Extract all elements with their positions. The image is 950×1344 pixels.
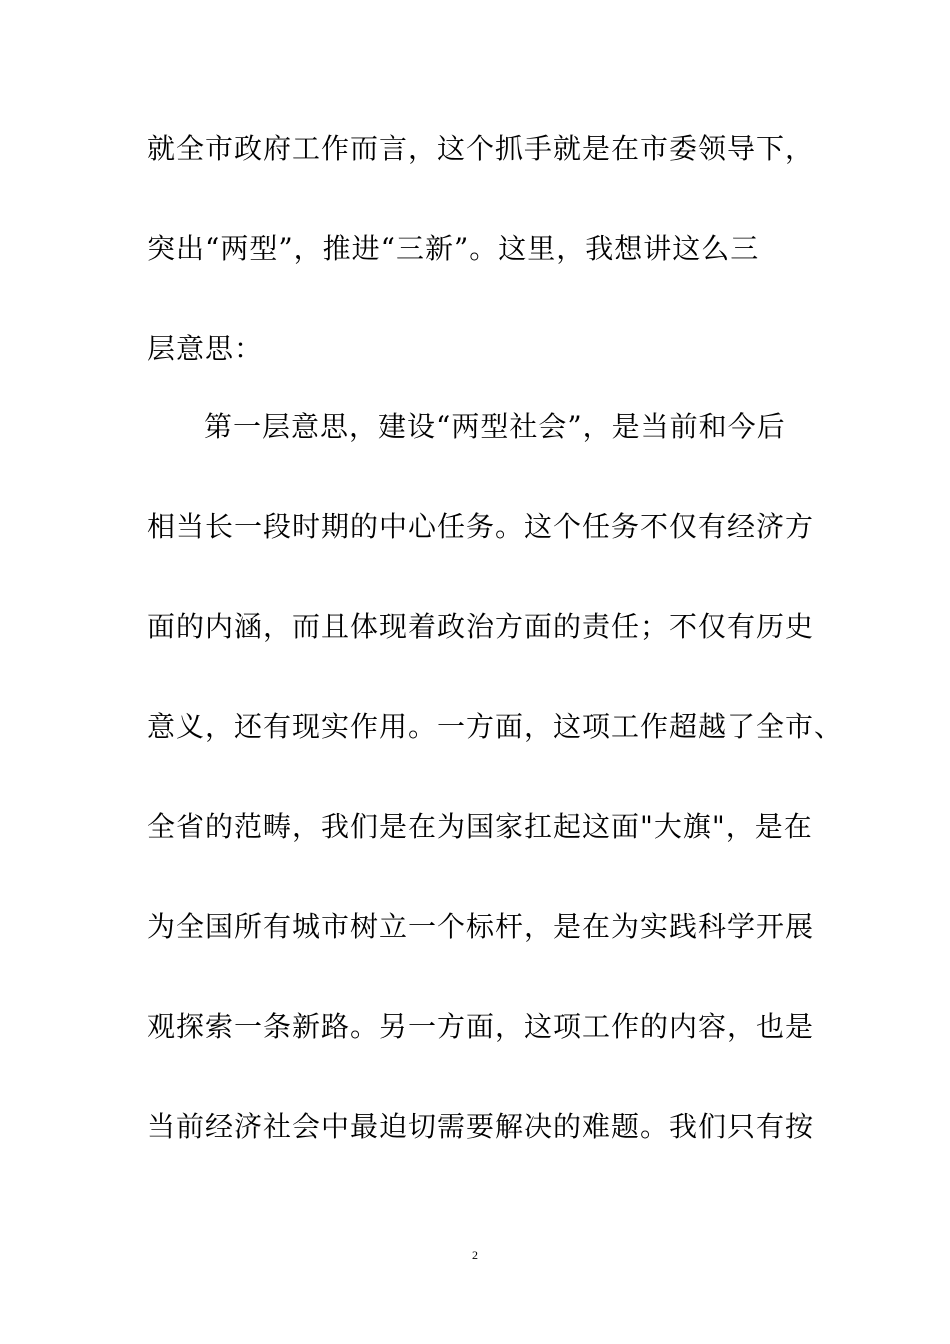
text-line: 就全市政府工作而言，这个抓手就是在市委领导下，	[147, 132, 815, 165]
text-line: 意义，还有现实作用。一方面，这项工作超越了全市、	[147, 710, 844, 743]
text-line: 相当长一段时期的中心任务。这个任务不仅有经济方	[147, 510, 815, 543]
page-number: 2	[472, 1248, 478, 1262]
text-line: 当前经济社会中最迫切需要解决的难题。我们只有按	[147, 1110, 815, 1143]
text-line: 全省的范畴，我们是在为国家扛起这面"大旗"，是在	[147, 810, 813, 843]
paragraph-first-line: 第一层意思，建设“两型社会”，是当前和今后	[204, 410, 786, 443]
text-line: 为全国所有城市树立一个标杆，是在为实践科学开展	[147, 910, 815, 943]
text-line: 突出“两型”，推进“三新”。这里，我想讲这么三	[147, 232, 760, 265]
text-line: 面的内涵，而且体现着政治方面的责任；不仅有历史	[147, 610, 815, 643]
text-line: 层意思：	[147, 332, 264, 365]
text-line: 观探索一条新路。另一方面，这项工作的内容，也是	[147, 1010, 815, 1043]
